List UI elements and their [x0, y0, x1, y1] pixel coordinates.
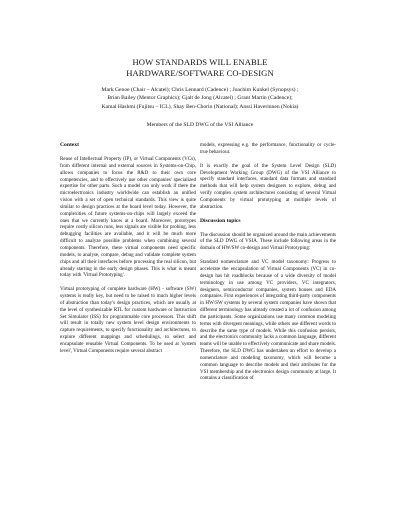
authors-line-3: Kamal Hashmi (Fujitsu – ICL), Shay Ben-Chorin (National); Anssi Haverinnen (Nokia)	[101, 103, 299, 110]
authors-line-2: Brian Bailey (Mentor Graphics); Gjalt de Jong (Alcatel) ; Grant Martin (Cadence);	[107, 95, 293, 102]
context-heading: Context	[60, 142, 79, 148]
goal-paragraph: It is exactly the goal of the System Level Design (SLD) Development Working Group (DWG) of the VSI Alliance to specify standard interfaces, standard data formats and standard methods that will help system designers to explore, debug and verify complex system architectures consisting of several Virtual Components by virtual prototyping at multiple levels of abstraction.	[200, 162, 336, 210]
paper-title	[0, 57, 400, 79]
left-column	[60, 142, 196, 355]
discussion-topics-heading: Discussion topics	[200, 217, 241, 224]
discussion-intro-paragraph: The discussion should be organized around the main achievements of the SLD DWG of VSIA. These include following areas in the domain of HW/SW co-design and Virtual Prototyping:	[200, 231, 336, 252]
author-list	[60, 86, 340, 111]
right-column	[200, 142, 336, 382]
context-paragraph-3: models, expressing e.g. the performance, functionality or cycle-true behaviour.	[200, 142, 336, 155]
authors-line-1: Mark Genoe (Chair – Alcatel); Chris Lennard (Cadence) ; Joachim Kunkel (Synopsys) ;	[101, 87, 299, 93]
title-line-1: HOW STANDARDS WILL ENABLE	[132, 57, 268, 67]
title-line-2: HARDWARE/SOFTWARE CO-DESIGN	[126, 68, 274, 78]
affiliation-note: Members of the SLD DWG of the VSI Alliance	[146, 122, 254, 128]
nomenclature-paragraph: Standard nomenclature and VC model taxonomy: Progress to accelerate the encapsulation of Virtual Components (VC) in co-design has hit roadblocks because of a wide diversity of model terminology in use among VC providers, VC integrators, designers, semiconductor companies, system houses and EDA companies. First experiences of integrating third-party components in HW/SW systems by several system companies have shown that different terminology has already created a lot of confusion among the participants. Some organizations use many common modeling terms with divergent meanings, while others use different words to describe the same type of models. While this confusion persists, and the electronics community lacks a common language, different teams will be unable to effectively communicate and share models. Therefore, the SLD DWG has undertaken an effort to develop a nomenclature and modeling taxonomy, which will become a common language to describe models and their attributes for the VSI membership and the electronics design community at large. It contains a classification of	[200, 259, 336, 382]
context-paragraph-2: Virtual prototyping of complete hardware (HW) - software (SW) systems is really key, but need to be raised to much higher levels of abstraction than today's design practices, which are usually at the level of synthesizable RTL for custom hardware or Instruction Set Simulator (ISS) for programmable core processors. This shift will result in totally new system level design environments to capture requirements, to specify functionality and architectures, to explore different mappings and schedulings, to select and encapsulate reusable Virtual Components. To be used at 'system level', Virtual Components require several abstract	[60, 286, 196, 354]
context-paragraph-1: Reuse of Intellectual Property (IP), or Virtual Components (VCs), from different internal and external sources in Systems-on-Chip, allows companies to focus the R&D to their own core competencies, and to effectively use other companies' specialized expertise for other parts. Such a model can only work if there the microelectronics industry worldwide can establish an unified vision with a set of open technical standards. This view is quite similar to design practices at the board level today. However, the complexities of future systems-on-chips will largely exceed the ones that we currently know at a board. Moreover, prototypes require costly silicon runs, less signals are visible for probing, less debugging facilities are available, and it will be much more difficult to analyze possible problems when combining several components. Therefore, these virtual components need specific models, to analyse, compare, debug and validate complete system chips and all their interfaces before processing the real silicon, but already starting in the early design phases. This is what is meant today with 'Virtual Prototyping'.	[60, 156, 196, 279]
